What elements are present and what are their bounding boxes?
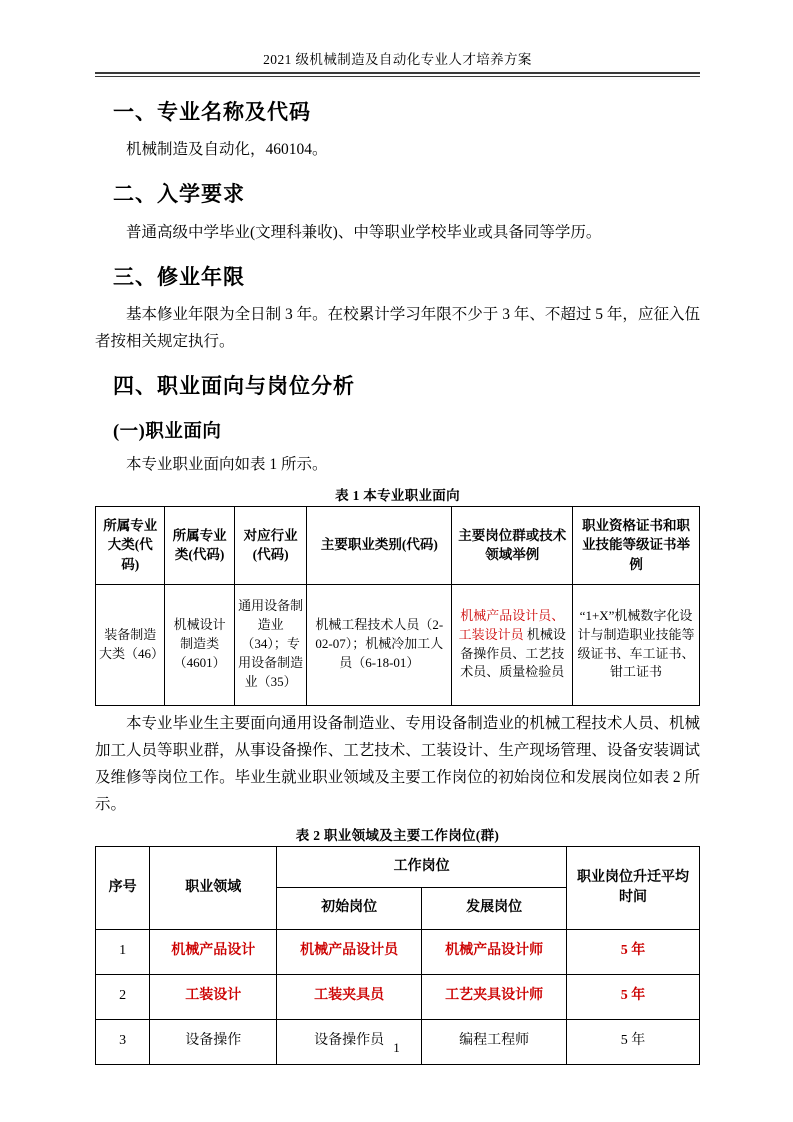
- table-row-header-top: [96, 847, 700, 888]
- page-number: 1: [393, 1040, 400, 1055]
- section-heading-3: 三、修业年限: [113, 264, 245, 289]
- section-heading-2: 二、入学要求: [113, 182, 245, 207]
- col-header-promotion-time: 职业岗位升迁平均时间: [567, 847, 700, 930]
- table-2-wrapper: [95, 846, 700, 1065]
- section-3-paragraph: 基本修业年限为全日制 3 年。在校累计学习年限不少于 3 年、不超过 5 年，应征入伍者按相关规定执行。: [95, 306, 700, 351]
- col-header-seq: 序号: [96, 847, 150, 930]
- header-rule: [95, 72, 700, 77]
- cell-position-group: [452, 584, 573, 705]
- cell-occupation-type: 机械工程技术人员（2-02-07）；机械冷加工人员（6-18-01）: [307, 584, 452, 705]
- cell-initial-position: 设备操作员: [277, 1019, 422, 1064]
- col-header-certificates: 职业资格证书和职业技能等级证书举例: [573, 506, 700, 584]
- table-occupational-orientation: [95, 506, 700, 706]
- col-header-position-group: 主要岗位群或技术领域举例: [452, 506, 573, 584]
- table-occupational-fields-positions: [95, 846, 700, 1065]
- table-row: [96, 584, 700, 705]
- section-heading-4: 四、职业面向与岗位分析: [113, 374, 355, 399]
- col-header-major-category: 所属专业大类(代码): [96, 506, 165, 584]
- cell-position-group-rest: 机械设备操作员、工艺技术员、质量检验员: [460, 626, 566, 680]
- section-2-paragraph: 普通高级中学毕业(文理科兼收)、中等职业学校毕业或具备同等学历。: [126, 223, 602, 241]
- table-1-wrapper: [95, 506, 700, 706]
- cell-promotion-time: 5 年: [567, 974, 700, 1019]
- table-row-header: [96, 506, 700, 584]
- page-content: [95, 48, 700, 1069]
- subsection-heading: (一)职业面向: [113, 421, 222, 442]
- col-header-occupation-type: 主要职业类别(代码): [307, 506, 452, 584]
- cell-field: 机械产品设计: [150, 929, 277, 974]
- cell-development-position: 机械产品设计师: [422, 929, 567, 974]
- table-1-caption: 表 1 本专业职业面向: [335, 487, 460, 503]
- cell-seq: 2: [96, 974, 150, 1019]
- cell-development-position: 工艺夹具设计师: [422, 974, 567, 1019]
- section-heading-1: 一、专业名称及代码: [113, 100, 311, 124]
- cell-position-group-highlight: 机械产品设计员、工装设计员: [458, 607, 565, 642]
- cell-field: 工装设计: [150, 974, 277, 1019]
- cell-major-class: 机械设计制造类（4601）: [165, 584, 234, 705]
- cell-promotion-time: 5 年: [567, 1019, 700, 1064]
- table-row: [96, 929, 700, 974]
- subsection-lead-paragraph: 本专业职业面向如表 1 所示。: [126, 455, 328, 473]
- cell-promotion-time: 5 年: [567, 929, 700, 974]
- cell-field: 设备操作: [150, 1019, 277, 1064]
- col-header-industry: 对应行业(代码): [234, 506, 306, 584]
- col-header-development-position: 发展岗位: [422, 888, 567, 929]
- cell-development-position: 编程工程师: [422, 1019, 567, 1064]
- col-header-field: 职业领域: [150, 847, 277, 930]
- cell-certificates: “1+X”机械数字化设计与制造职业技能等级证书、车工证书、钳工证书: [573, 584, 700, 705]
- running-header: 2021 级机械制造及自动化专业人才培养方案: [263, 52, 532, 67]
- col-header-positions-group: 工作岗位: [277, 847, 567, 888]
- cell-industry: 通用设备制造业（34）；专用设备制造业（35）: [234, 584, 306, 705]
- col-header-initial-position: 初始岗位: [277, 888, 422, 929]
- cell-initial-position: 机械产品设计员: [277, 929, 422, 974]
- cell-major-category: 装备制造大类（46）: [96, 584, 165, 705]
- middle-paragraph: 本专业毕业生主要面向通用设备制造业、专用设备制造业的机械工程技术人员、机械加工人员等职业群，从事设备操作、工艺技术、工装设计、生产现场管理、设备安装调试及维修等岗位工作。毕业生就业职业领域及主要工作岗位的初始岗位和发展岗位如表 2 所示。: [95, 714, 700, 813]
- col-header-major-class: 所属专业类(代码): [165, 506, 234, 584]
- table-row: [96, 974, 700, 1019]
- cell-seq: 1: [96, 929, 150, 974]
- section-1-paragraph: 机械制造及自动化，460104。: [126, 141, 328, 159]
- cell-initial-position: 工装夹具员: [277, 974, 422, 1019]
- cell-seq: 3: [96, 1019, 150, 1064]
- table-2-caption: 表 2 职业领域及主要工作岗位(群): [295, 828, 500, 843]
